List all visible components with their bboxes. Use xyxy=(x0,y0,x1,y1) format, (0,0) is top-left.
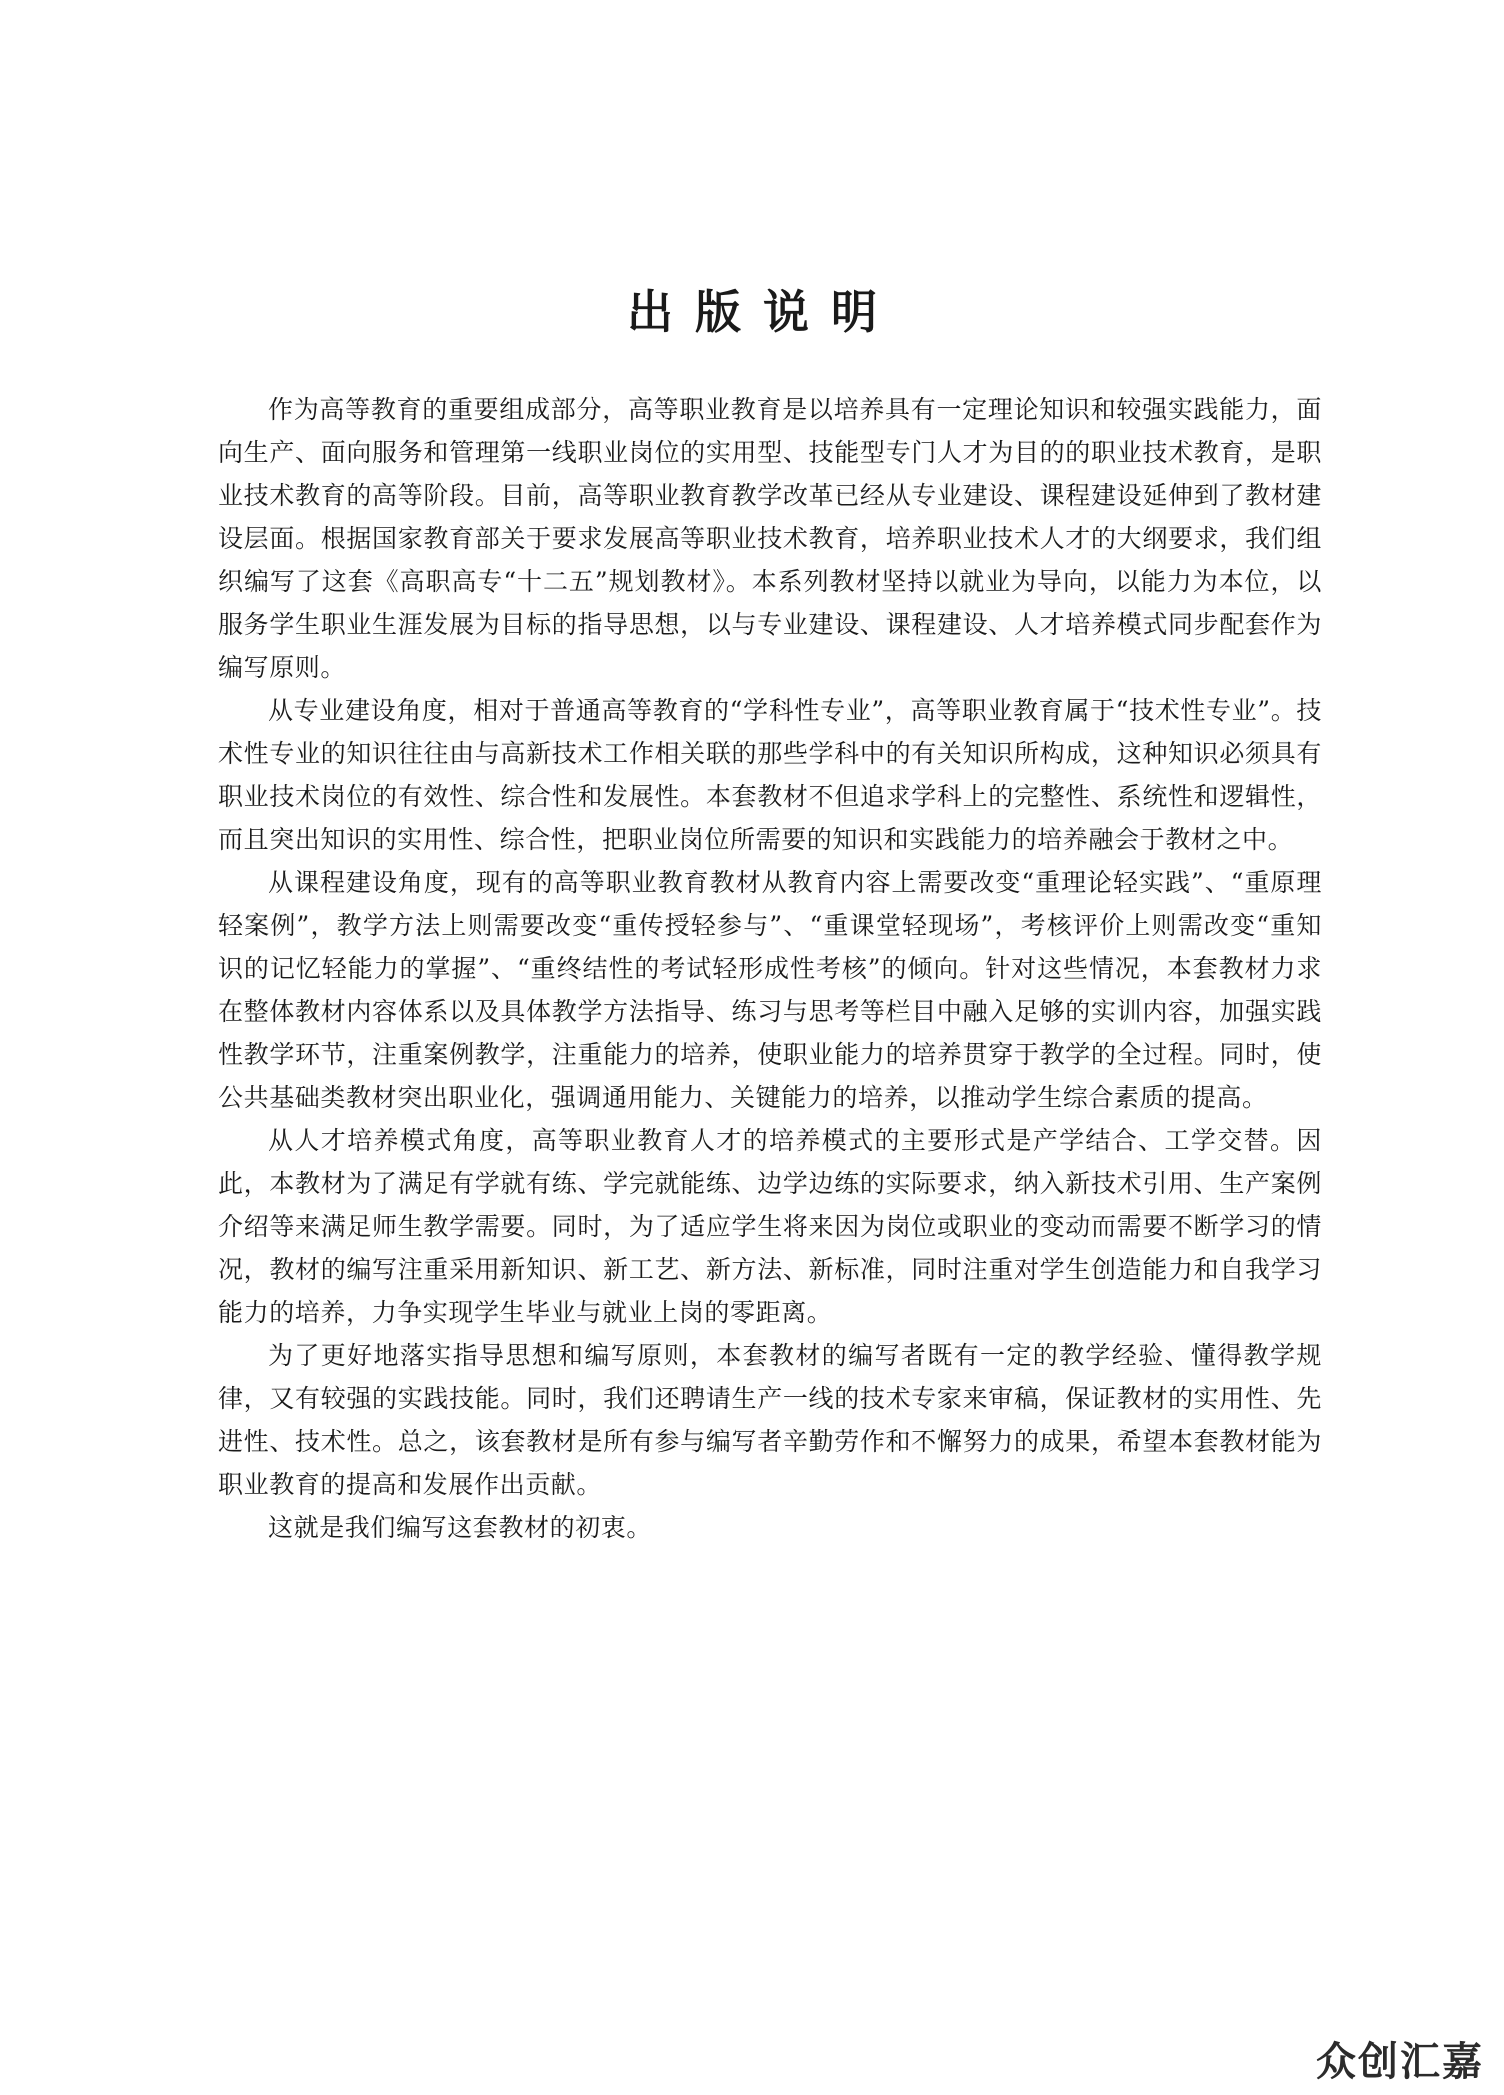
paragraph-6: 这就是我们编写这套教材的初衷。 xyxy=(268,1513,653,1542)
paragraph-3: 从课程建设角度，现有的高等职业教育教材从教育内容上需要改变“重理论轻实践”、“重原理轻案例”，教学方法上则需要改变“重传授轻参与”、“重课堂轻现场”，考核评价上则需改变“重知识的记忆轻能力的掌握”、“重终结性的考试轻形成性考核”的倾向。针对这些情况，本套教材力求在整体教材内容体系以及具体教学方法指导、练习与思考等栏目中融入足够的实训内容，加强实践性教学环节，注重案例教学，注重能力的培养，使职业能力的培养贯穿于教学的全过程。同时，使公共基础类教材突出职业化，强调通用能力、关键能力的培养，以推动学生综合素质的提高。 xyxy=(218,868,1322,1112)
paragraph-1: 作为高等教育的重要组成部分，高等职业教育是以培养具有一定理论知识和较强实践能力，面向生产、面向服务和管理第一线职业岗位的实用型、技能型专门人才为目的的职业技术教育，是职业技术教育的高等阶段。目前，高等职业教育教学改革已经从专业建设、课程建设延伸到了教材建设层面。根据国家教育部关于要求发展高等职业技术教育，培养职业技术人才的大纲要求，我们组织编写了这套《高职高专“十二五”规划教材》。本系列教材坚持以就业为导向，以能力为本位，以服务学生职业生涯发展为目标的指导思想，以与专业建设、课程建设、人才培养模式同步配套作为编写原则。 xyxy=(218,395,1322,682)
watermark-logo: 众创汇嘉 xyxy=(1316,2039,1484,2085)
paragraph-5: 为了更好地落实指导思想和编写原则，本套教材的编写者既有一定的教学经验、懂得教学规律，又有较强的实践技能。同时，我们还聘请生产一线的技术专家来审稿，保证教材的实用性、先进性、技术性。总之，该套教材是所有参与编写者辛勤劳作和不懈努力的成果，希望本套教材能为职业教育的提高和发展作出贡献。 xyxy=(218,1341,1322,1499)
paragraph-4: 从人才培养模式角度，高等职业教育人才的培养模式的主要形式是产学结合、工学交替。因此，本教材为了满足有学就有练、学完就能练、边学边练的实际要求，纳入新技术引用、生产案例介绍等来满足师生教学需要。同时，为了适应学生将来因为岗位或职业的变动而需要不断学习的情况，教材的编写注重采用新知识、新工艺、新方法、新标准，同时注重对学生创造能力和自我学习能力的培养，力争实现学生毕业与就业上岗的零距离。 xyxy=(218,1126,1322,1327)
page-title: 出版说明 xyxy=(627,285,899,339)
paragraph-2: 从专业建设角度，相对于普通高等教育的“学科性专业”，高等职业教育属于“技术性专业”。技术性专业的知识往往由与高新技术工作相关联的那些学科中的有关知识所构成，这种知识必须具有职业技术岗位的有效性、综合性和发展性。本套教材不但追求学科上的完整性、系统性和逻辑性，而且突出知识的实用性、综合性，把职业岗位所需要的知识和实践能力的培养融会于教材之中。 xyxy=(218,696,1322,854)
document-body xyxy=(218,388,1322,1549)
